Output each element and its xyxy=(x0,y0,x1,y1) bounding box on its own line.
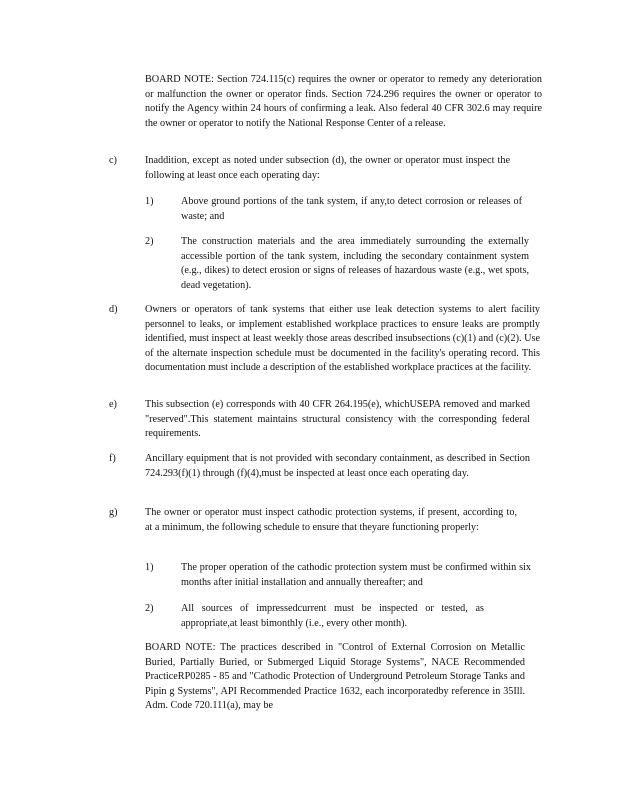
subsection-d-label: d) xyxy=(109,304,118,315)
subsection-g1-text: The proper operation of the cathodic protection system must be confirmed within six months after initial installation and annually thereafter; and xyxy=(181,562,531,588)
subsection-c1-text: Above ground portions of the tank system, if any,to detect corrosion or releases of waste; and xyxy=(181,196,522,222)
board-note-2 xyxy=(145,641,525,714)
subsection-g2-label: 2) xyxy=(145,603,154,614)
board-note-2-text: BOARD NOTE: The practices described in "Control of External Corrosion on Metallic Buried, Partially Buried, or Submerged Liquid Storage Systems", NACE Recommended PracticeRP0285 - 85 and "Cathodic Protection of Underground Petroleum Storage Tanks and Pipin g Systems", API Recommended Practice 1632, each incorporatedby reference in 35Ill. Adm. Code 720.111(a), may be xyxy=(145,642,525,712)
subsection-e-text: This subsection (e) corresponds with 40 CFR 264.195(e), whichUSEPA removed and marked "reserved".This statement maintains structural consistency with the corresponding federal requirements. xyxy=(145,399,530,440)
subsection-d-text: Owners or operators of tank systems that either use leak detection systems to alert facility personnel to leaks, or implement established workplace practices to ensure leaks are promptly identified, must inspect at least weekly those areas described insubsections (c)(1) and (c)(2). Use of the alternate inspection schedule must be documented in the facility's operating record. This documentation must include a description of the established workplace practices at the facility. xyxy=(145,304,540,374)
subsection-g1-label: 1) xyxy=(145,562,154,573)
subsection-c-label: c) xyxy=(109,155,117,166)
board-note-1 xyxy=(145,73,542,131)
subsection-c2-label: 2) xyxy=(145,236,154,247)
subsection-f-label: f) xyxy=(109,453,116,464)
subsection-g2-text: All sources of impressedcurrent must be inspected or tested, as appropriate,at least bimonthly (i.e., every other month). xyxy=(181,603,484,629)
subsection-c1-label: 1) xyxy=(145,196,154,207)
subsection-c-text: Inaddition, except as noted under subsection (d), the owner or operator must inspect the following at least once each operating day: xyxy=(145,155,510,181)
subsection-f-text: Ancillary equipment that is not provided with secondary containment, as described in Section 724.293(f)(1) through (f)(4),must be inspected at least once each operating day. xyxy=(145,453,530,479)
board-note-1-text: BOARD NOTE: Section 724.115(c) requires the owner or operator to remedy any deterioration or malfunction the owner or operator finds. Section 724.296 requires the owner or operator to notify the Agency within 24 hours of confirming a leak. Also federal 40 CFR 302.6 may require the owner or operator to notify the National Response Center of a release. xyxy=(145,74,542,129)
subsection-e-label: e) xyxy=(109,399,117,410)
subsection-g-text: The owner or operator must inspect cathodic protection systems, if present, according to, at a minimum, the following schedule to ensure that theyare functioning properly: xyxy=(145,507,517,533)
subsection-c2-text: The construction materials and the area immediately surrounding the externally accessible portion of the tank system, including the secondary containment system (e.g., dikes) to detect erosion or signs of releases of hazardous waste (e.g., wet spots, dead vegetation). xyxy=(181,236,529,291)
subsection-g-label: g) xyxy=(109,507,118,518)
